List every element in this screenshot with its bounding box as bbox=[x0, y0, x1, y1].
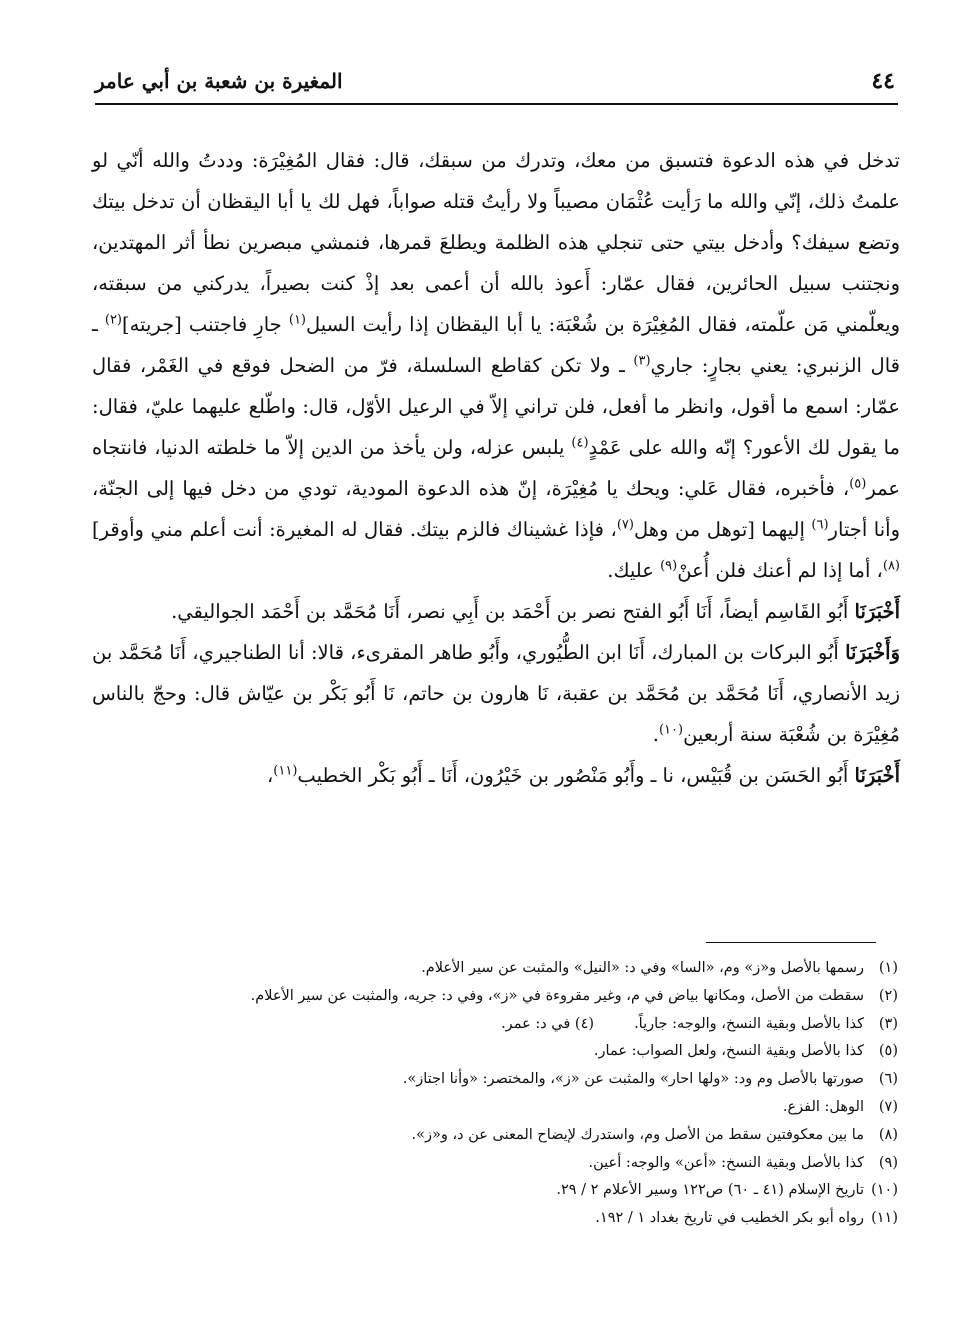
footnote bbox=[120, 1094, 898, 1122]
footnote-reference: (٧) bbox=[616, 517, 634, 533]
paragraph-text: يلبس عزله، ولن يأخذ من الدين إلاّ ما خلطته الدنيا، فانتجاه عمر bbox=[92, 436, 900, 500]
footnote bbox=[120, 1038, 898, 1066]
paragraph-text: ، bbox=[267, 764, 274, 787]
paragraph-text: عليك. bbox=[607, 559, 661, 582]
footnote-number: (٤) bbox=[574, 1015, 595, 1032]
footnote-text: الوهل: الفزع. bbox=[782, 1098, 864, 1115]
isnad-lead-word: وَأَخْبَرَنَا bbox=[845, 641, 900, 664]
running-title: المغيرة بن شعبة بن أبي عامر bbox=[95, 69, 343, 93]
footnote-reference: (٤) bbox=[571, 435, 589, 451]
paragraph-text: أَبُو البركات بن المبارك، أَنَا ابن الطُّيُوري، وأَبُو طاهر المقرىء، قالا: أنا الطناجيري، أَنَا مُحَمَّد بن زيد الأنصاري، أَنَا مُحَمَّد بن مُحَمَّد بن عقبة، نَا هارون بن حاتم، نَا أَبُو بَكْر بن عيّاش قال: وحجّ بالناس مُغِيْرَة بن شُعْبَة سنة أربعين bbox=[92, 641, 900, 746]
footnote-separator bbox=[706, 942, 876, 943]
footnote-number: (١) bbox=[878, 960, 898, 976]
footnote-reference: (٦) bbox=[811, 517, 829, 533]
body-paragraph bbox=[92, 591, 900, 632]
footnote-reference: (٣) bbox=[633, 353, 651, 369]
footnote-reference: (٥) bbox=[849, 476, 867, 492]
footnote-text: سقطت من الأصل، ومكانها بياض في م، وغير مقروءة في «ز»، وفي د: جريه، والمثبت عن سير الأعلام. bbox=[250, 987, 864, 1004]
running-head bbox=[95, 64, 895, 98]
footnote bbox=[120, 1150, 898, 1178]
paragraph-text: ، أما إذا لم أعنك فلن أُعنْ bbox=[677, 559, 883, 582]
footnote-reference: (١) bbox=[288, 312, 306, 328]
footnote-text: تاريخ الإسلام (٤١ ـ ٦٠) ص١٢٢ وسير الأعلام ٢ / ٢٩. bbox=[556, 1182, 864, 1199]
isnad-lead-word: أَخْبَرَنَا bbox=[854, 764, 900, 787]
footnote-number: (٩) bbox=[878, 1154, 898, 1171]
paragraph-text: ـ قال الزنبري: يعني بجارٍ: جاري bbox=[92, 313, 900, 377]
footnote-text: في د: عمر. bbox=[501, 1015, 571, 1032]
footnote-text: كذا بالأصل وبقية النسخ، والوجه: جارياً. bbox=[634, 1015, 864, 1032]
footnote bbox=[120, 1205, 898, 1233]
footnote-reference: (٢) bbox=[104, 312, 122, 328]
footnote-reference: (١١) bbox=[273, 763, 298, 779]
footnotes bbox=[120, 955, 898, 1233]
footnote-reference: (١٠) bbox=[658, 722, 684, 738]
footnote-number: (٨) bbox=[878, 1126, 898, 1143]
body-text bbox=[92, 140, 900, 796]
footnote bbox=[120, 1177, 898, 1205]
footnote bbox=[120, 983, 898, 1011]
footnote-number: (٥) bbox=[878, 1043, 898, 1060]
footnote bbox=[120, 1066, 898, 1094]
isnad-lead-word: أَخْبَرَنَا bbox=[854, 600, 900, 623]
footnote-number: (١١) bbox=[871, 1210, 898, 1227]
paragraph-text: ، فأخبره، فقال عَلي: ويحك يا مُغِيْرَة، إنّ هذه الدعوة المودية، تودي من دخل فيها إلى الجنّة، وأنا أجتار bbox=[92, 477, 900, 541]
paragraph-text: ـ ولا تكن كقاطع السلسلة، فرّ من الضحل فوقع في الغَمْر، فقال عمّار: اسمع ما أقول، وانظر ما أفعل، فلن تراني إلاّ في الرعيل الأوّل، قال: واطّلع عليهما عليّ، فقال: ما يقول لك الأعور؟ إنّه والله على عَمْدٍ bbox=[92, 354, 900, 459]
paragraph-text: إليهما [توهل من وهل bbox=[633, 518, 812, 541]
footnote-number: (٧) bbox=[878, 1098, 898, 1115]
footnote-text: صورتها بالأصل وم ود: «ولها احار» والمثبت عن «ز»، والمختصر: «وأنا اجتاز». bbox=[402, 1071, 864, 1088]
paragraph-text: جارِ فاجتنب [جريته] bbox=[122, 313, 289, 336]
paragraph-text: . bbox=[652, 723, 659, 746]
paragraph-text: أَبُو القَاسِم أيضاً، أَنَا أَبُو الفتح نصر بن أَحْمَد بن أَبِي نصر، أَنَا مُحَمَّد بن أَحْمَد الجواليقي. bbox=[171, 600, 855, 623]
page-number: ٤٤ bbox=[871, 68, 895, 94]
footnote-number: (١٠) bbox=[871, 1182, 898, 1199]
footnote-text: كذا بالأصل وبقية النسخ: «أعن» والوجه: أعين. bbox=[588, 1154, 864, 1171]
header-rule bbox=[95, 103, 898, 105]
footnote-text: رسمها بالأصل و«ز» وم، «السا» وفي د: «النيل» والمثبت عن سير الأعلام. bbox=[421, 960, 864, 976]
footnote-number: (٢) bbox=[878, 987, 898, 1004]
paragraph-text: أَبُو الحَسَن بن قُبَيْس، نا ـ وأَبُو مَنْصُور بن خَيْرُون، أَنَا ـ أَبُو بَكْر الخطيب bbox=[297, 764, 855, 787]
footnote-reference: (٩) bbox=[660, 558, 678, 574]
body-paragraph bbox=[92, 755, 900, 796]
footnote bbox=[120, 1011, 898, 1039]
footnote-number: (٣) bbox=[878, 1015, 898, 1032]
body-paragraph bbox=[92, 632, 900, 755]
footnote-number: (٦) bbox=[878, 1071, 898, 1088]
paragraph-text: تدخل في هذه الدعوة فتسبق من معك، وتدرك من سبقك، قال: فقال المُغِيْرَة: وددتُ والله أنّي لو علمتُ ذلك، إنّي والله ما رَأيت عُثْمَان مصيباً ولا رأيتُ قتله صواباً، فهل لك يا أبا اليقظان أن تدخل بيتك وتضع سيفك؟ وأدخل بيتي حتى تنجلي هذه الظلمة ويطلعَ قمرها، فنمشي مبصرين نطأ أثر المهتدين، ونجتنب سبيل الحائرين، فقال عمّار: أَعوذ بالله أن أعمى بعد إذْ كنت بصيراً، يدركني من سبقته، ويعلّمني مَن علّمته، فقال المُغِيْرَة بن شُعْبَة: يا أبا اليقظان إذا رأيت السيل bbox=[92, 149, 901, 336]
footnote-text: كذا بالأصل وبقية النسخ، ولعل الصواب: عمار. bbox=[593, 1043, 864, 1060]
footnote bbox=[120, 1122, 898, 1150]
footnote bbox=[120, 955, 898, 983]
footnote-text: رواه أبو بكر الخطيب في تاريخ بغداد ١ / ١٩٢. bbox=[595, 1210, 864, 1227]
footnote-text: ما بين معكوفتين سقط من الأصل وم، واستدرك لإيضاح المعنى عن د، و«ز». bbox=[411, 1126, 864, 1143]
body-paragraph bbox=[92, 140, 900, 591]
paragraph-text: ، فإذا غشيناك فالزم بيتك. فقال له المغيرة: أنت أعلم مني وأوقر] bbox=[92, 518, 617, 541]
footnote-reference: (٨) bbox=[882, 558, 900, 574]
